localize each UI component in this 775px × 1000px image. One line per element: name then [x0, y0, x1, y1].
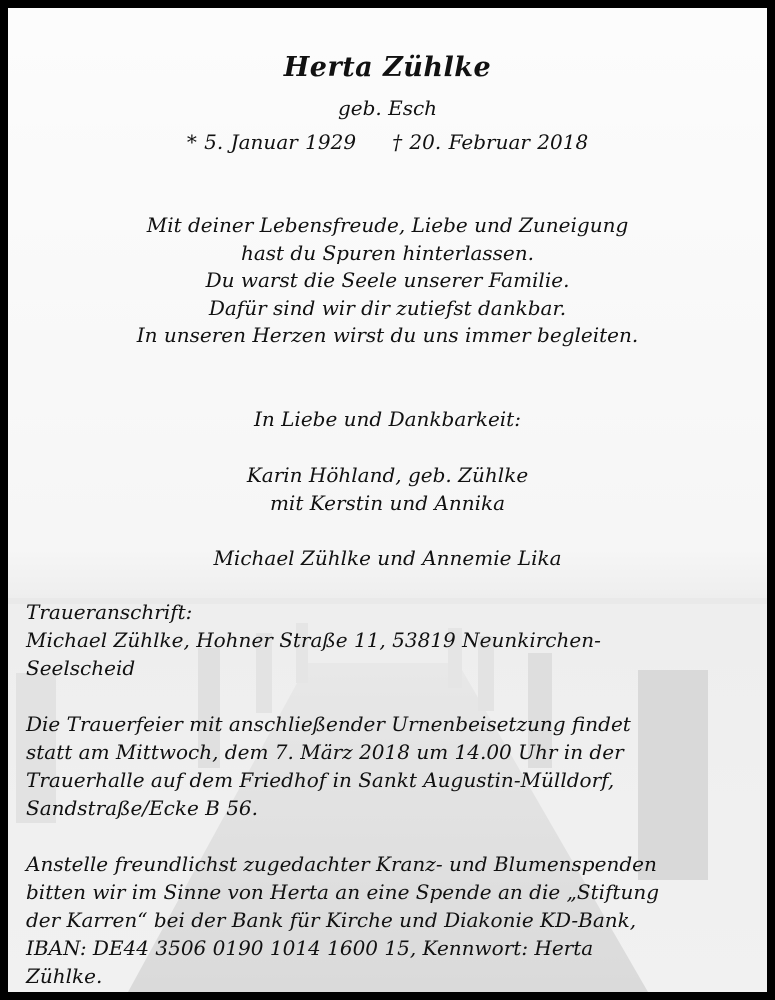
ceremony-info: [26, 710, 756, 822]
memorial-verse: [8, 212, 767, 350]
donation-line: bitten wir im Sinne von Herta an eine Spende an die „Stiftung: [26, 880, 660, 904]
ceremony-line: Sandstraße/Ecke B 56.: [26, 796, 259, 820]
donation-info: [26, 850, 756, 990]
obituary-notice: [8, 8, 767, 992]
life-dates: [8, 130, 767, 154]
mourner-line: Karin Höhland, geb. Zühlke: [246, 463, 529, 487]
ceremony-line: statt am Mittwoch, dem 7. März 2018 um 14.00 Uhr in der: [26, 740, 624, 764]
donation-line: Anstelle freundlichst zugedachter Kranz- und Blumenspenden: [26, 852, 657, 876]
donation-line: Zühlke.: [26, 964, 103, 988]
mourning-address: [26, 598, 756, 682]
birth-date: * 5. Januar 1929: [186, 130, 357, 154]
address-line: Michael Zühlke, Hohner Straße 11, 53819 Neunkirchen-: [26, 628, 601, 652]
deceased-name: Herta Zühlke: [283, 52, 492, 83]
address-label: Traueranschrift:: [26, 600, 193, 624]
address-line: Seelscheid: [26, 656, 136, 680]
notice-content: [8, 8, 767, 992]
mourner-line: mit Kerstin und Annika: [269, 491, 506, 515]
verse-line: Dafür sind wir dir zutiefst dankbar.: [208, 295, 567, 320]
ceremony-line: Trauerhalle auf dem Friedhof in Sankt Augustin-Mülldorf,: [26, 768, 615, 792]
ceremony-line: Die Trauerfeier mit anschließender Urnenbeisetzung findet: [26, 712, 631, 736]
donation-line: IBAN: DE44 3506 0190 1014 1600 15, Kennwort: Herta: [26, 936, 594, 960]
verse-line: In unseren Herzen wirst du uns immer begleiten.: [136, 323, 639, 347]
verse-line: Mit deiner Lebensfreude, Liebe und Zuneigung: [146, 213, 629, 237]
verse-line: Du warst die Seele unserer Familie.: [205, 268, 570, 292]
closing-line: In Liebe und Dankbarkeit:: [254, 407, 521, 431]
donation-line: der Karren“ bei der Bank für Kirche und Diakonie KD-Bank,: [26, 908, 637, 932]
death-date: † 20. Februar 2018: [392, 130, 589, 154]
verse-line: hast du Spuren hinterlassen.: [240, 240, 535, 265]
birth-name: geb. Esch: [337, 96, 438, 120]
mourner-line: Michael Zühlke und Annemie Lika: [213, 546, 562, 570]
